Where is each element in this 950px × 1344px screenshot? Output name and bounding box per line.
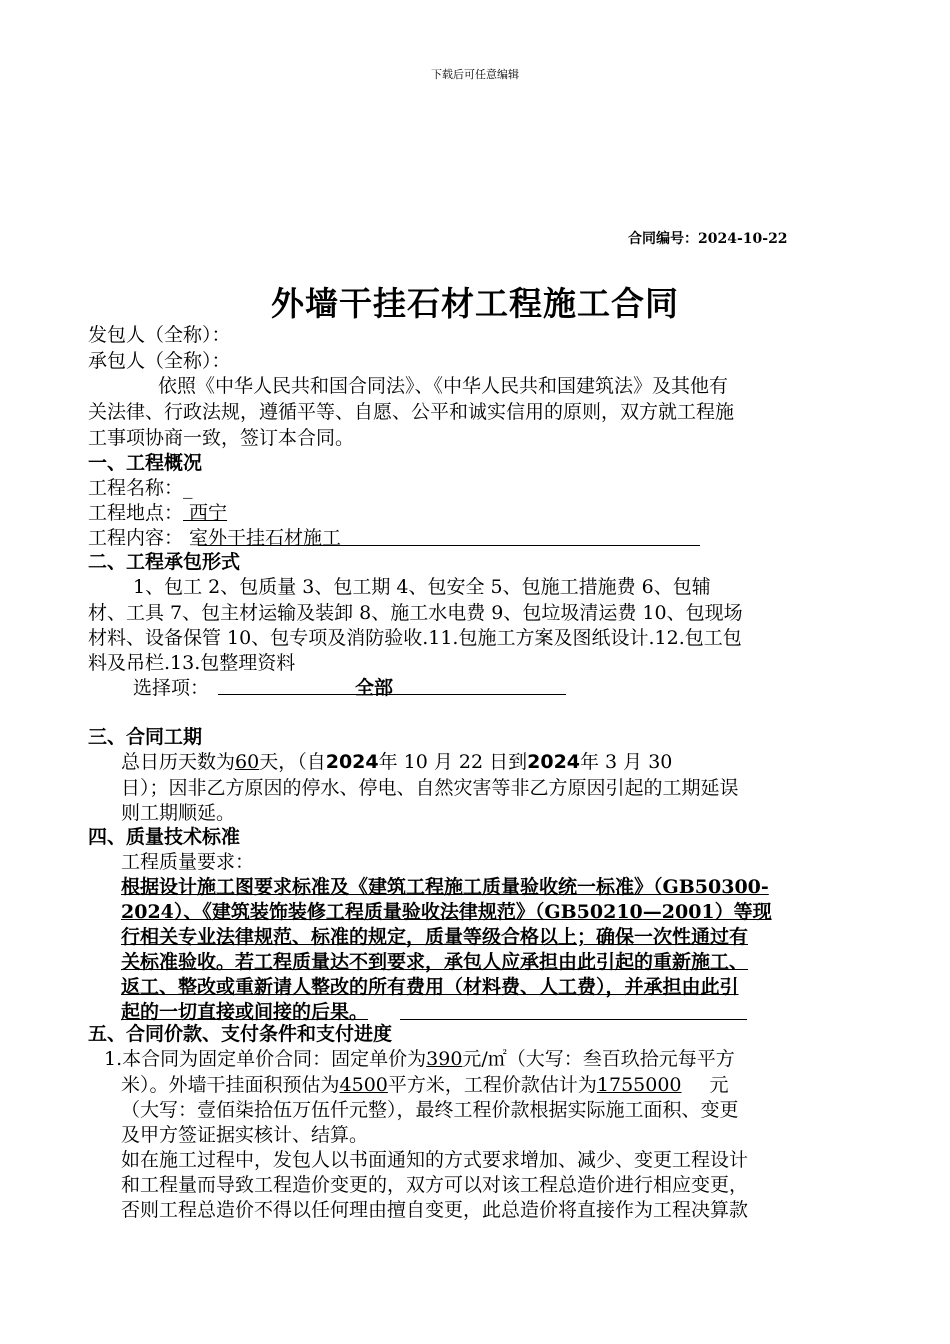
quality-line-3: 行相关专业法律规范、标准的规定，质量等级合格以上；确保一次性通过有 — [121, 926, 749, 948]
end-year: 2024 — [527, 751, 581, 773]
quality-line-4: 关标准验收。若工程质量达不到要求，承包人应承担由此引起的重新施工、 — [121, 951, 749, 973]
project-content-value: 室外干挂石材施工 — [183, 527, 342, 549]
duration-line-1 — [121, 749, 672, 775]
quality-line-1: 根据设计施工图要求标准及《建筑工程施工质量验收统一标准》（GB50300- — [121, 876, 769, 898]
total-value: 1755000 — [596, 1074, 682, 1096]
employer-label: 发包人（全称）： — [88, 324, 231, 346]
intro-line-2: 关法律、行政法规，遵循平等、自愿、公平和诚实信用的原则，双方就工程施 — [88, 401, 735, 423]
quality-requirement-label: 工程质量要求： — [121, 851, 255, 873]
area-label: 米）。外墙干挂面积预估为 — [121, 1074, 340, 1096]
price-line-3: （大写：壹佰柒拾伍万伍仟元整），最终工程价款根据实际施工面积、变更 — [121, 1099, 739, 1121]
unit-price-text: 元/㎡（大写：叁百玖拾元每平方 — [462, 1048, 735, 1070]
duration-days: 60 — [235, 751, 260, 773]
project-location-label: 工程地点： — [88, 502, 184, 524]
section-2-heading: 二、工程承包形式 — [88, 551, 241, 573]
scope-line-4: 料及吊栏.13.包整理资料 — [88, 652, 296, 674]
duration-line-3: 则工期顺延。 — [121, 802, 236, 824]
scope-line-2: 材、工具 7、包主材运输及装卸 8、施工水电费 9、包垃圾清运费 10、包现场 — [88, 602, 743, 624]
unit-price-value: 390 — [426, 1048, 463, 1070]
start-date-text: 年 10 月 22 日到 — [378, 751, 528, 773]
start-year: 2024 — [325, 751, 379, 773]
change-line-1: 如在施工过程中，发包人以书面通知的方式要求增加、减少、变更工程设计 — [121, 1149, 749, 1171]
duration-from-label: 天，（自 — [259, 751, 326, 773]
select-label: 选择项： — [133, 677, 210, 699]
project-name-value: _ — [183, 477, 193, 499]
select-value: 全部 — [355, 677, 394, 699]
section-4-heading: 四、质量技术标准 — [88, 826, 241, 848]
project-content-label: 工程内容： — [88, 527, 184, 549]
project-name-label: 工程名称： — [88, 477, 184, 499]
contractor-label: 承包人（全称）： — [88, 350, 231, 372]
section-3-heading: 三、合同工期 — [88, 726, 203, 748]
project-content-underline — [198, 545, 700, 546]
quality-underline-tail — [400, 1019, 747, 1020]
scope-line-3: 材料、设备保管 10、包专项及消防验收.11.包施工方案及图纸设计.12.包工包 — [88, 627, 742, 649]
price-line-1 — [104, 1046, 735, 1072]
quality-line-2: 2024）、《建筑装饰装修工程质量验收法律规范》（GB50210—2001）等现 — [121, 901, 772, 923]
project-location-row — [88, 500, 227, 526]
total-label: 平方米，工程价款估计为 — [387, 1074, 597, 1096]
intro-line-3: 工事项协商一致，签订本合同。 — [88, 427, 355, 449]
project-location-value: 西宁 — [183, 502, 228, 524]
duration-line-2: 日）；因非乙方原因的停水、停电、自然灾害等非乙方原因引起的工期延误 — [121, 777, 739, 799]
select-underline — [218, 694, 566, 695]
price-line-2 — [121, 1072, 729, 1098]
unit-price-label: 1.本合同为固定单价合同：固定单价为 — [104, 1048, 427, 1070]
project-name-row — [88, 475, 193, 501]
duration-prefix: 总日历天数为 — [121, 751, 236, 773]
price-line-4: 及甲方签证据实核计、结算。 — [121, 1124, 369, 1146]
change-line-2: 和工程量而导致工程造价变更的，双方可以对该工程总造价进行相应变更， — [121, 1174, 749, 1196]
area-value: 4500 — [339, 1074, 388, 1096]
section-5-heading: 五、合同价款、支付条件和支付进度 — [88, 1023, 393, 1045]
intro-line-1: 依照《中华人民共和国合同法》、《中华人民共和国建筑法》及其他有 — [158, 375, 729, 397]
header-note: 下载后可任意编辑 — [431, 68, 519, 81]
quality-line-6: 起的一切直接或间接的后果。 — [121, 1001, 369, 1023]
total-unit: 元 — [709, 1074, 729, 1096]
document-title: 外墙干挂石材工程施工合同 — [271, 284, 679, 323]
project-content-row — [88, 525, 341, 551]
quality-line-5: 返工、整改或重新请人整改的所有费用（材料费、人工费），并承担由此引 — [121, 976, 739, 998]
end-date-text: 年 3 月 30 — [580, 751, 673, 773]
change-line-3: 否则工程总造价不得以任何理由擅自变更，此总造价将直接作为工程决算款 — [121, 1199, 749, 1221]
contract-number: 合同编号：2024-10-22 — [628, 231, 788, 247]
scope-line-1: 1、包工 2、包质量 3、包工期 4、包安全 5、包施工措施费 6、包辅 — [133, 576, 711, 598]
section-1-heading: 一、工程概况 — [88, 452, 203, 474]
